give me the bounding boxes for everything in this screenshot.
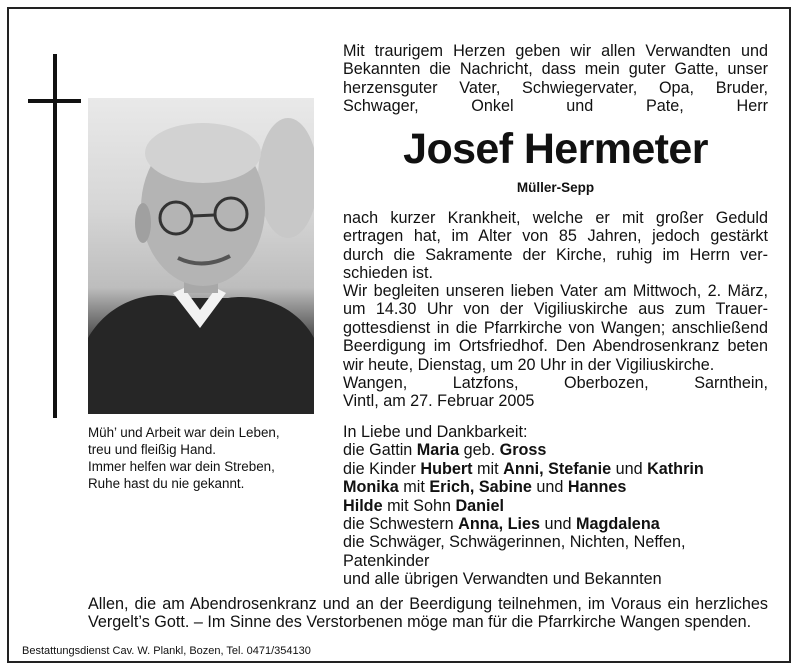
deceased-nickname: Müller-Sepp: [516, 180, 595, 195]
paragraph-line: Beerdigung im Ortsfriedhof. Den Abendrosenkranz beten: [343, 337, 768, 356]
poem-line: Immer helfen war dein Streben,: [88, 459, 275, 474]
family-inlaws: die Schwäger, Schwägerinnen, Nichten, Neffen,: [343, 533, 686, 552]
paragraph-line: um 14.30 Uhr von der Vigiliuskirche aus zum Trauer-: [343, 300, 768, 319]
funeral-paragraph: [343, 282, 768, 374]
family-children: Hilde mit Sohn Daniel: [343, 496, 505, 515]
family-godchildren: Patenkinder: [343, 551, 430, 570]
intro-line: Bekannten die Nachricht, dass mein guter Gatte, unser: [343, 60, 768, 79]
intro-line: Schwager, Onkel und Pate, Herr: [343, 97, 768, 116]
portrait-photo: [88, 98, 314, 414]
intro-line: Mit traurigem Herzen geben wir allen Verwandten und: [343, 42, 768, 60]
poem-line: Ruhe hast du nie gekannt.: [88, 476, 245, 491]
deceased-name: Josef Hermeter: [403, 125, 708, 173]
family-siblings: die Schwestern Anna, Lies und Magdalena: [343, 515, 660, 534]
closing-line: Vergelt’s Gott. – Im Sinne des Verstorbenen möge man für die Pfarrkirche Wangen spenden.: [88, 613, 752, 632]
poem-line: treu und fleißig Hand.: [88, 442, 217, 457]
date-line: Vintl, am 27. Februar 2005: [343, 392, 535, 411]
family-heading: In Liebe und Dankbarkeit:: [343, 423, 528, 441]
family-others: und alle übrigen Verwandten und Bekannten: [343, 570, 662, 589]
death-paragraph: [343, 209, 768, 283]
place-date: [343, 374, 768, 411]
intro-paragraph: [343, 42, 768, 116]
paragraph-line: wir heute, Dienstag, um 20 Uhr in der Vigiliuskirche.: [343, 355, 715, 374]
closing-paragraph: [88, 595, 768, 632]
photo-caption-poem: [88, 424, 280, 492]
paragraph-line: gottesdienst in die Pfarrkirche von Wangen; anschließend: [343, 318, 768, 337]
place-line: Wangen, Latzfons, Oberbozen, Sarnthein,: [343, 374, 768, 392]
family-children: Monika mit Erich, Sabine und Hannes: [343, 478, 627, 497]
closing-line: Allen, die am Abendrosenkranz und an der Beerdigung teilnehmen, im Voraus ein herzliches: [88, 595, 768, 613]
family-wife: die Gattin Maria geb. Gross: [343, 441, 547, 460]
portrait-figure: [88, 98, 314, 414]
family-children: die Kinder Hubert mit Anni, Stefanie und Kathrin: [343, 459, 704, 478]
paragraph-line: durch die Sakramente der Kirche, ruhig im Herrn ver-: [343, 245, 768, 264]
paragraph-line: Wir begleiten unseren lieben Vater am Mittwoch, 2. März,: [343, 282, 768, 300]
cross-icon-vertical: [53, 54, 57, 418]
funeral-service-footer: Bestattungsdienst Cav. W. Plankl, Bozen, Tel. 0471/354130: [22, 645, 311, 657]
intro-line: herzensguter Vater, Schwiegervater, Opa, Bruder,: [343, 78, 768, 97]
family-list: [343, 423, 768, 589]
poem-line: Müh’ und Arbeit war dein Leben,: [88, 425, 280, 440]
paragraph-line: nach kurzer Krankheit, welche er mit großer Geduld: [343, 209, 768, 227]
paragraph-line: schieden ist.: [343, 264, 433, 283]
cross-icon-horizontal: [28, 99, 81, 103]
paragraph-line: ertragen hat, im Alter von 85 Jahren, jedoch gestärkt: [343, 227, 768, 246]
